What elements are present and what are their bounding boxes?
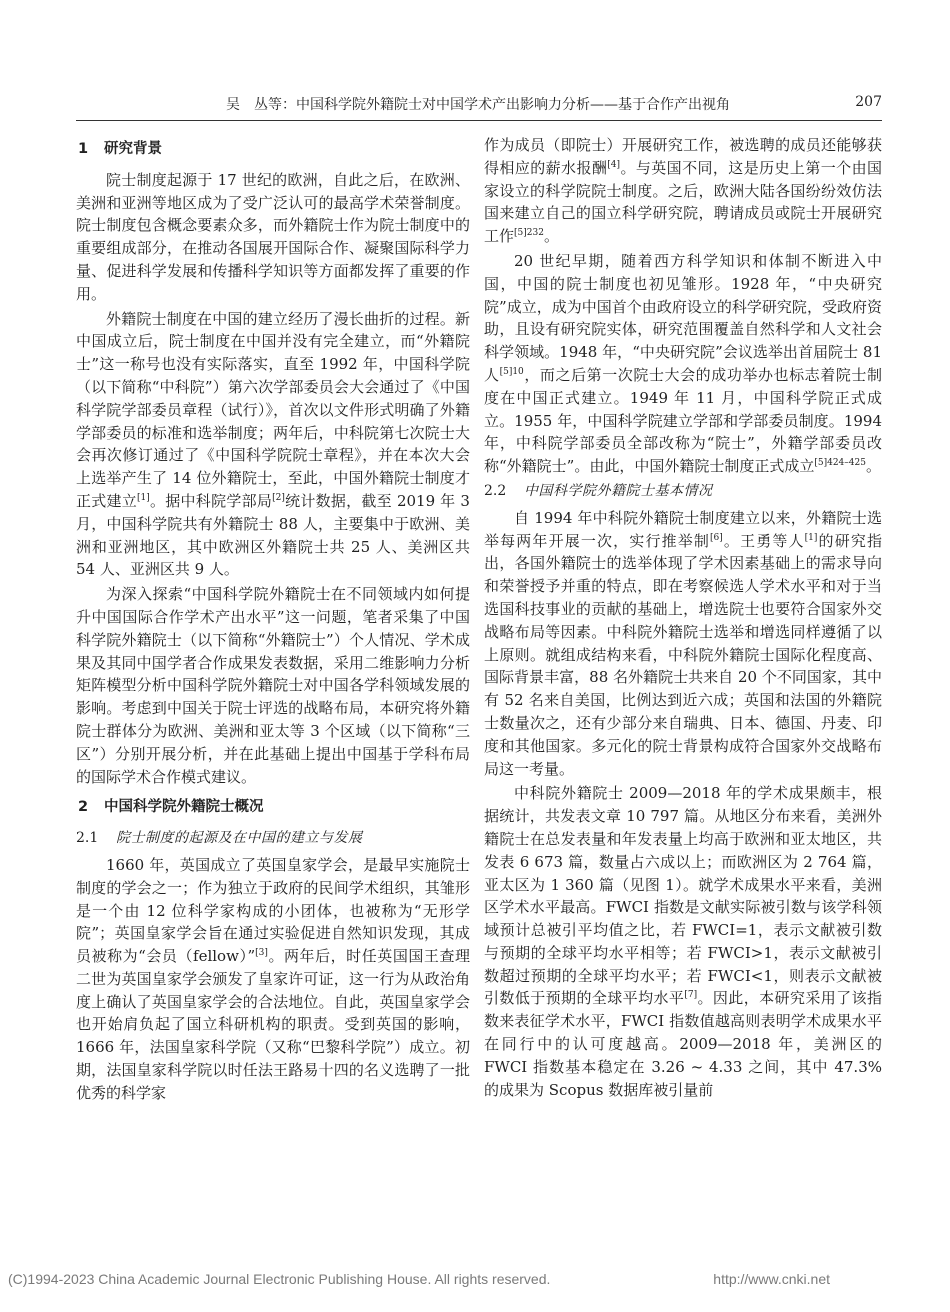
paragraph: 院士制度起源于 17 世纪的欧洲，自此之后，在欧洲、美洲和亚洲等地区成为了受广泛认可的最高学术荣誉制度。院士制度包含概念要素众多，而外籍院士作为院士制度中的重要组成部分，在推动各国展开国际合作、凝聚国际科学力量、促进科学发展和传播科学知识等方面都发挥了重要的作用。 [76, 170, 470, 303]
subsection-title: 中国科学院外籍院士基本情况 [524, 482, 713, 499]
subsection-number: 2.1 [76, 830, 99, 847]
section-number: 2 [78, 799, 89, 816]
paragraph: 中科院外籍院士 2009—2018 年的学术成果颇丰，根据统计，共发表文章 10 797 篇。从地区分布来看，美洲外籍院士在总发表量和年发表量上均高于欧洲和亚太地区，共发表 6 673 篇，数量占六成以上；而欧洲区为 2 764 篇，亚太区为 1 360 篇（见图 1）。就学术成果水平来看，美洲区学术水平最高。FWCI 指数是文献实际被引数与该学科领域预计总被引平均值之比，若 FWCI=1，表示文献被引数与预期的全球平均水平相等；若 FWCI>1，表示文献被引数超过预期的全球平均水平；若 FWCI<1，则表示文献被引数低于预期的全球平均水平[7]。因此，本研究采用了该指数来表征学术水平，FWCI 指数值越高则表明学术成果水平在同行中的认可度越高。2009—2018 年，美洲区的 FWCI 指数基本稳定在 3.26 ~ 4.33 之间，其中 47.3% 的成果为 Scopus 数据库被引量前 [484, 784, 882, 1099]
citation: [7] [684, 990, 698, 1001]
section-heading-2 [78, 796, 470, 819]
subsection-number: 2.2 [484, 482, 507, 499]
copyright-text: (C)1994-2023 China Academic Journal Electronic Publishing House. All rights reserved. [8, 1271, 551, 1287]
citation: [5]10 [499, 366, 524, 377]
citation: [1] [804, 532, 818, 543]
footer-url: http://www.cnki.net [713, 1271, 830, 1287]
paragraph: 为深入探索“中国科学院外籍院士在不同领域内如何提升中国国际合作学术产出水平”这一问题，笔者采集了中国科学院外籍院士（以下简称“外籍院士”）个人情况、学术成果及其同中国学者合作成果发表数据，采用二维影响力分析矩阵模型分析中国科学院外籍院士对中国各学科领域发展的影响。考虑到中国关于院士评选的战略布局，本研究将外籍院士群体分为欧洲、美洲和亚太等 3 个区域（以下简称“三区”）分别开展分析，并在此基础上提出中国基于学科布局的国际学术合作模式建议。 [76, 585, 470, 786]
right-column [484, 134, 882, 1103]
citation: [1] [137, 492, 150, 503]
paragraph: 1660 年，英国成立了英国皇家学会，是最早实施院士制度的学会之一；作为独立于政府的民间学术组织，其雏形是一个由 12 位科学家构成的小团体，也被称为“无形学院”；英国皇家学会旨在通过实验促进自然知识发现，其成员被称为“会员（fellow）”[3]。两年后，时任英国国王查理二世为英国皇家学会颁发了皇家许可证，这一行为从政治角度上确认了英国皇家学会的合法地位。自此，英国皇家学会也开始肩负起了国立科研机构的职责。受到英国的影响，1666 年，法国皇家科学院（又称“巴黎科学院”）成立。初期，法国皇家科学院以时任法王路易十四的名义选聘了一批优秀的科学家 [76, 855, 470, 1102]
citation: [5]424–425 [814, 458, 866, 469]
citation: [5]232 [514, 228, 544, 239]
left-column [76, 134, 470, 1107]
paragraph: 20 世纪早期，随着西方科学知识和体制不断进入中国，中国的院士制度也初见雏形。1928 年，“中央研究院”成立，成为中国首个由政府设立的科学研究院，受政府资助，且设有研究院实体，研究范围覆盖自然科学和人文社会科学领域。1948 年，“中央研究院”会议选举出首届院士 81 人$^{[5]10}$，而之后第一次院士大会的成功举办也标志着院士制度在中国正式建立。1949 年 11 月，中国科学院正式成立。1955 年，中国科学院建立学部和学部委员制度。1994 年，中科院学部委员全部改称为“院士”，外籍学部委员改称“外籍院士”。由此，中国外籍院士制度正式成立$^{[5]424-425}$。 [484, 251, 882, 476]
section-number: 1 [78, 141, 89, 157]
page-number: 207 [855, 94, 882, 110]
subsection-title: 院士制度的起源及在中国的建立与发展 [116, 830, 363, 847]
running-header [76, 94, 882, 121]
citation: [6] [710, 532, 723, 543]
paragraph: 作为成员（即院士）开展研究工作，被选聘的成员还能够获得相应的薪水报酬[4]。与英国不同，这是历史上第一个由国家设立的科学院院士制度。之后，欧洲大陆各国纷纷效仿法国来建立自己的国立科学研究院，聘请成员或院士开展研究工作$^{[5]232}$。 [484, 136, 882, 246]
section-title: 研究背景 [104, 141, 162, 157]
section-title: 中国科学院外籍院士概况 [104, 799, 264, 816]
paragraph: 自 1994 年中科院外籍院士制度建立以来，外籍院士选举每两年开展一次，实行推举制[6]。王勇等人[1]的研究指出，各国外籍院士的选举体现了学术因素基础上的需求导向和荣誉授予并重的特点，即在考察候选人学术水平和对于当选国科技事业的贡献的基础上，增选院士也要符合国家外交战略布局等因素。中科院外籍院士选举和增选同样遵循了以上原则。就组成结构来看，中科院外籍院士国际化程度高、国际背景丰富，88 名外籍院士共来自 20 个不同国家，其中有 52 名来自美国，比例达到近六成；英国和法国的外籍院士数量次之，还有少部分来自瑞典、日本、德国、丹麦、印度和其他国家。多元化的院士背景构成符合国家外交战略布局这一考量。 [484, 508, 882, 778]
citation: [4] [607, 159, 621, 170]
subsection-heading-2-2 [484, 480, 882, 503]
running-header-title: 吴 丛等：中国科学院外籍院士对中国学术产出影响力分析——基于合作产出视角 [226, 97, 730, 113]
citation: [3] [255, 948, 268, 959]
section-heading-1 [78, 138, 470, 161]
paragraph: 外籍院士制度在中国的建立经历了漫长曲折的过程。新中国成立后，院士制度在中国并没有完全建立，而“外籍院士”这一称号也没有实际落实，直至 1992 年，中国科学院（以下简称“中科院”）第六次学部委员会大会通过了《中国科学院学部委员章程（试行）》，首次以文件形式明确了外籍学部委员的标准和选举制度；两年后，中科院第七次院士大会再次修订通过了《中国科学院院士章程》，并在本次大会上选举产生了 14 位外籍院士，至此，中国外籍院士制度才正式建立[1]。据中科院学部局[2]统计数据，截至 2019 年 3 月，中国科学院共有外籍院士 88 人，主要集中于欧洲、美洲和亚洲地区，其中欧洲区外籍院士共 25 人、美洲区共 54 人、亚洲区共 9 人。 [76, 309, 470, 579]
citation: [2] [272, 492, 285, 503]
subsection-heading-2-1 [76, 827, 470, 850]
